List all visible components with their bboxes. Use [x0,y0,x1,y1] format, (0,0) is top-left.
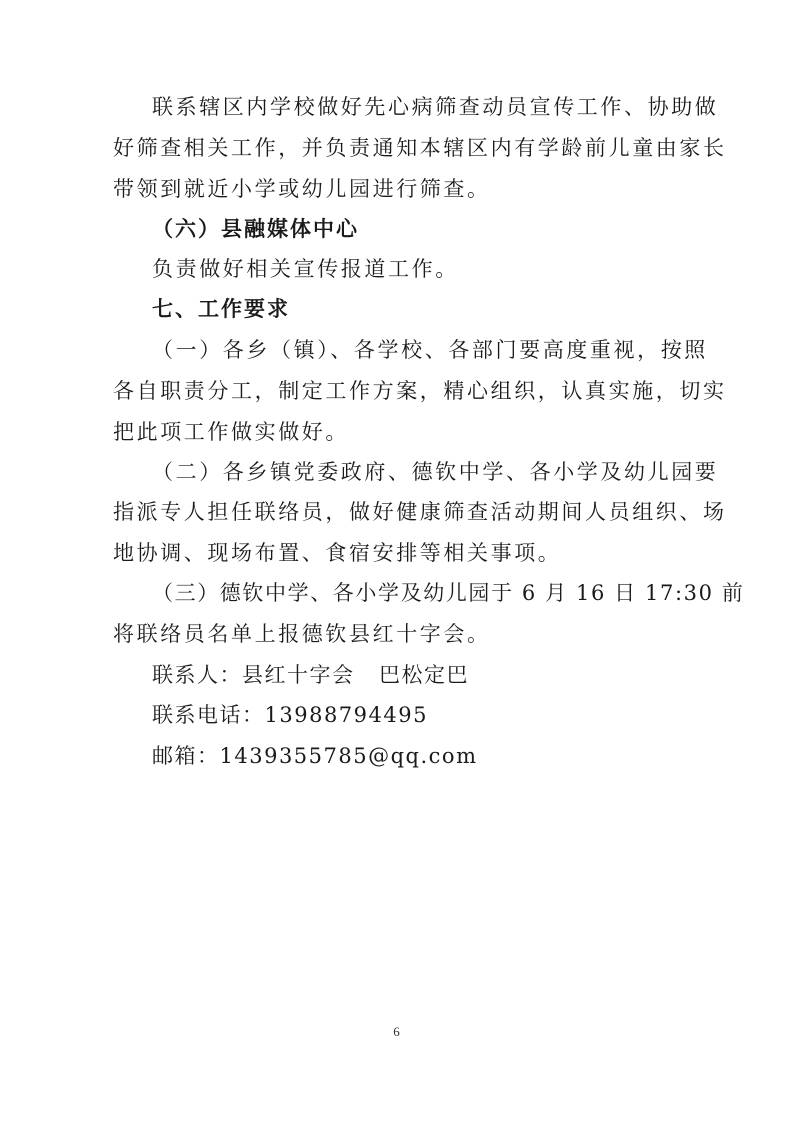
section-heading: （六）县融媒体中心 [152,217,359,241]
page-number: 6 [393,1024,400,1039]
paragraph-line: （一）各乡（镇）、各学校、各部门要高度重视，按照 [152,338,708,362]
paragraph-line: 各自职责分工，制定工作方案，精心组织，认真实施，切实 [113,379,727,403]
paragraph-line: （三）德钦中学、各小学及幼儿园于 6 月 16 日 17:30 前 [152,581,745,605]
paragraph-line: 将联络员名单上报德钦县红十字会。 [113,622,491,646]
paragraph-line: （二）各乡镇党委政府、德钦中学、各小学及幼儿园要 [152,460,719,484]
paragraph-line: 好筛查相关工作，并负责通知本辖区内有学龄前儿童由家长 [113,136,727,160]
paragraph-line: 联系辖区内学校做好先心病筛查动员宣传工作、协助做 [152,95,719,119]
paragraph-line: 负责做好相关宣传报道工作。 [152,257,459,281]
contact-phone: 联系电话：13988794495 [152,703,428,727]
section-heading: 七、工作要求 [152,297,290,321]
contact-person: 联系人：县红十字会 巴松定巴 [152,663,470,687]
paragraph-line: 把此项工作做实做好。 [113,420,349,444]
paragraph-line: 指派专人担任联络员，做好健康筛查活动期间人员组织、场 [113,500,727,524]
paragraph-line: 地协调、现场布置、食宿安排等相关事项。 [113,541,562,565]
paragraph-line: 带领到就近小学或幼儿园进行筛查。 [113,177,491,201]
contact-email: 邮箱：1439355785@qq.com [152,744,478,768]
